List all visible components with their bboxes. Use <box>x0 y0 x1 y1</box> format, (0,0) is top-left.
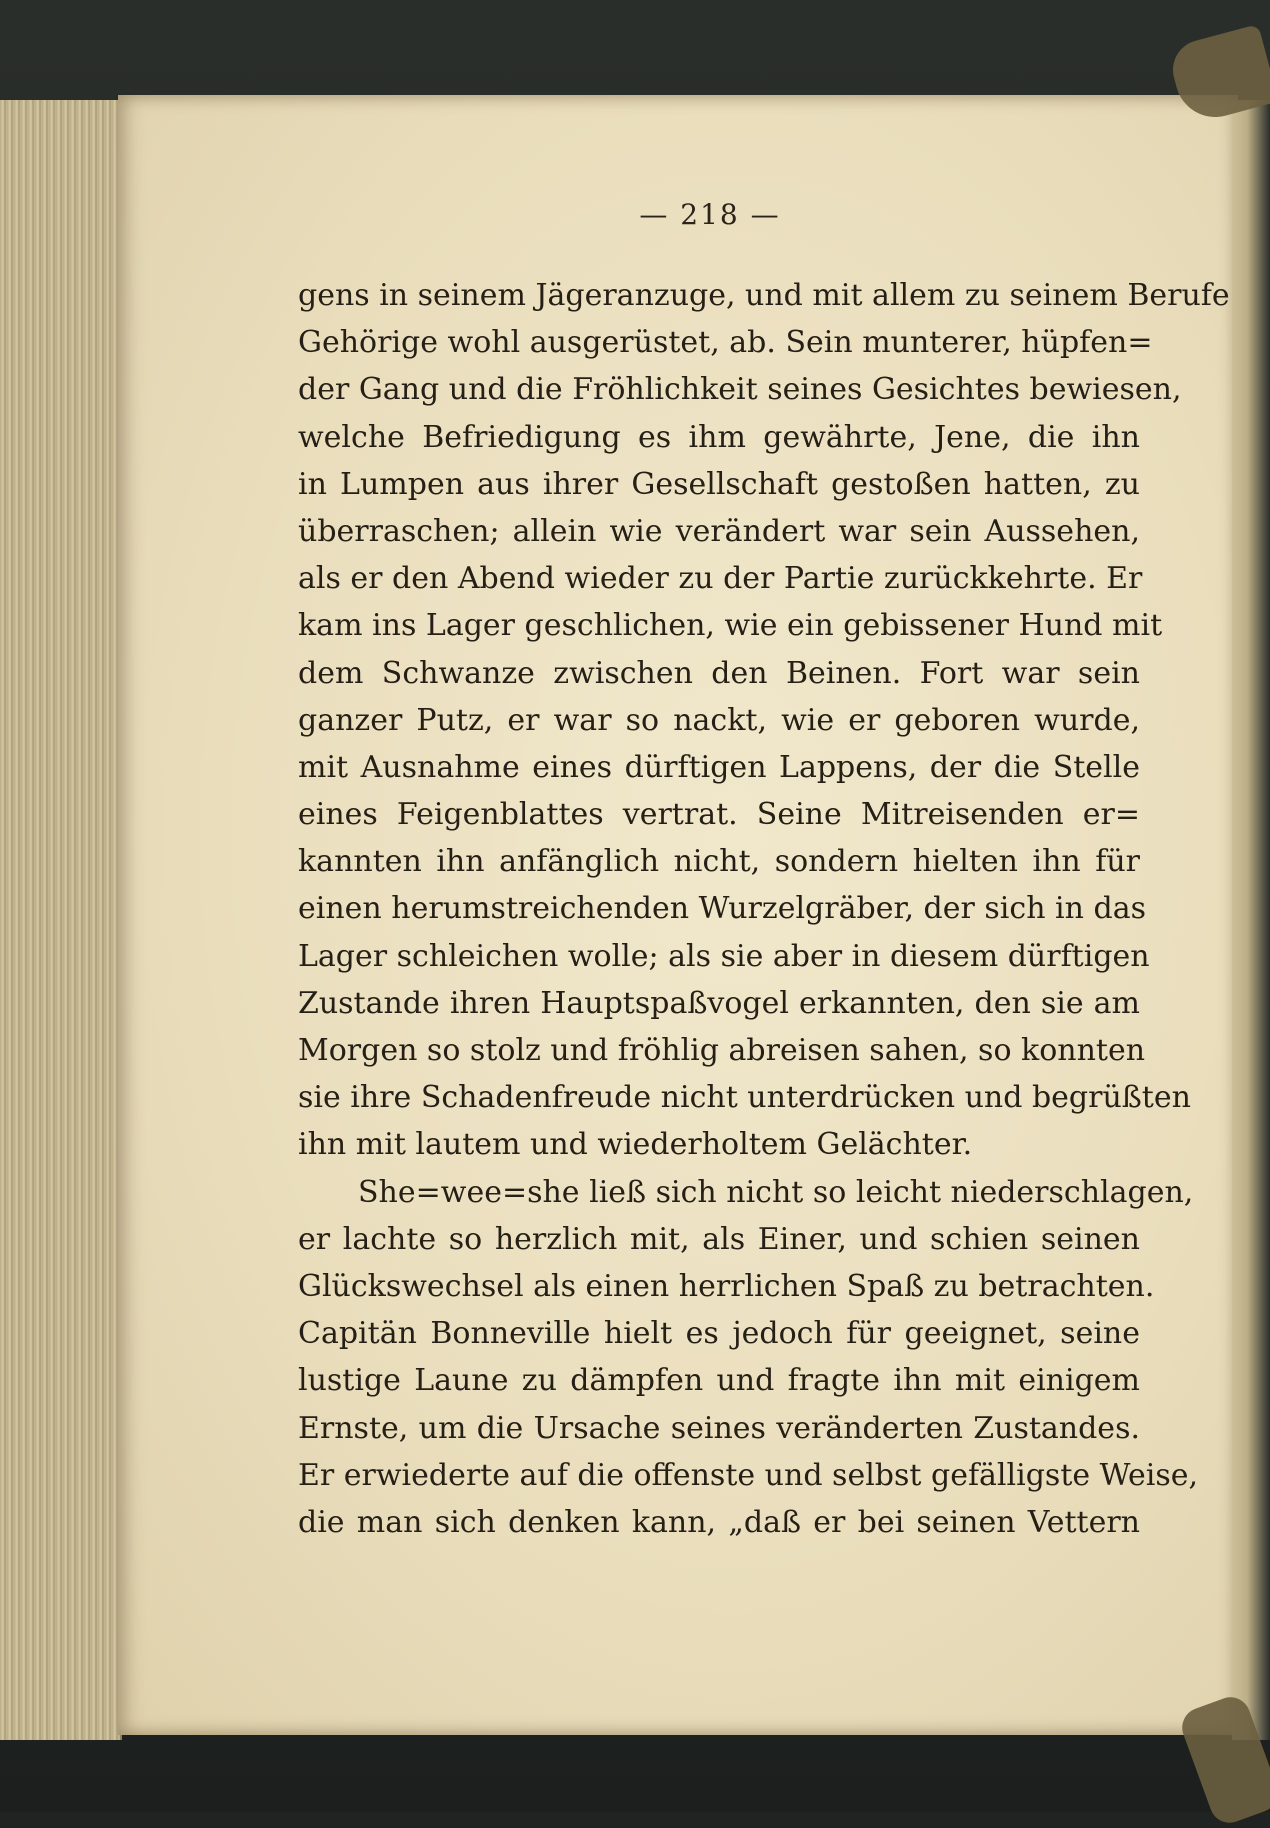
text-line: kam ins Lager geschlichen, wie ein gebissener Hund mit <box>298 608 1163 644</box>
paragraph-1 <box>298 272 1230 1169</box>
text-line: lustige Laune zu dämpfen und fragte ihn mit einigem <box>298 1363 1140 1399</box>
text-line: She=wee=she ließ sich nicht so leicht niederschlagen, <box>358 1174 1194 1210</box>
text-line: überraschen; allein wie verändert war sein Aussehen, <box>298 513 1140 549</box>
text-line: in Lumpen aus ihrer Gesellschaft gestoßen hatten, zu <box>298 466 1140 502</box>
text-line: ihn mit lautem und wiederholtem Gelächter. <box>298 1127 973 1163</box>
text-line: Glückswechsel als einen herrlichen Spaß zu betrachten. <box>298 1268 1155 1304</box>
text-line: mit Ausnahme eines dürftigen Lappens, der die Stelle <box>298 749 1140 785</box>
text-line: er lachte so herzlich mit, als Einer, und schien seinen <box>298 1221 1140 1257</box>
paragraph-2 <box>298 1169 1199 1547</box>
text-line: Lager schleichen wolle; als sie aber in diesem dürftigen <box>298 938 1150 974</box>
text-line: gens in seinem Jägeranzuge, und mit allem zu seinem Berufe <box>298 278 1230 313</box>
text-line: Zustande ihren Hauptspaßvogel erkannten, den sie am <box>298 985 1140 1021</box>
text-line: Morgen so stolz und fröhlig abreisen sahen, so konnten <box>298 1033 1146 1068</box>
text-line: welche Befriedigung es ihm gewährte, Jene, die ihn <box>298 419 1140 455</box>
text-line: als er den Abend wieder zu der Partie zurückkehrte. Er <box>298 561 1143 597</box>
text-line: eines Feigenblattes vertrat. Seine Mitreisenden er= <box>298 797 1140 833</box>
text-line: Capitän Bonneville hielt es jedoch für geeignet, seine <box>298 1316 1140 1352</box>
page-number: — 218 — <box>639 198 781 231</box>
text-line: der Gang und die Fröhlichkeit seines Gesichtes bewiesen, <box>298 372 1182 408</box>
text-line: sie ihre Schadenfreude nicht unterdrücken und begrüßten <box>298 1080 1191 1116</box>
text-line: Ernste, um die Ursache seines veränderten Zustandes. <box>298 1410 1140 1446</box>
text-line: die man sich denken kann, „daß er bei seinen Vettern <box>298 1504 1140 1540</box>
text-line: einen herumstreichenden Wurzelgräber, der sich in das <box>298 891 1146 927</box>
book-page-edges <box>0 100 122 1740</box>
text-line: Gehörige wohl ausgerüstet, ab. Sein munterer, hüpfen= <box>298 325 1153 361</box>
text-line: Er erwiederte auf die offenste und selbst gefälligste Weise, <box>298 1457 1199 1493</box>
text-line: ganzer Putz, er war so nackt, wie er geboren wurde, <box>298 702 1140 738</box>
body-text <box>298 272 1230 1546</box>
text-line: kannten ihn anfänglich nicht, sondern hielten ihn für <box>298 844 1140 880</box>
text-line: dem Schwanze zwischen den Beinen. Fort war sein <box>298 655 1140 691</box>
book-right-edge <box>1232 100 1270 1740</box>
